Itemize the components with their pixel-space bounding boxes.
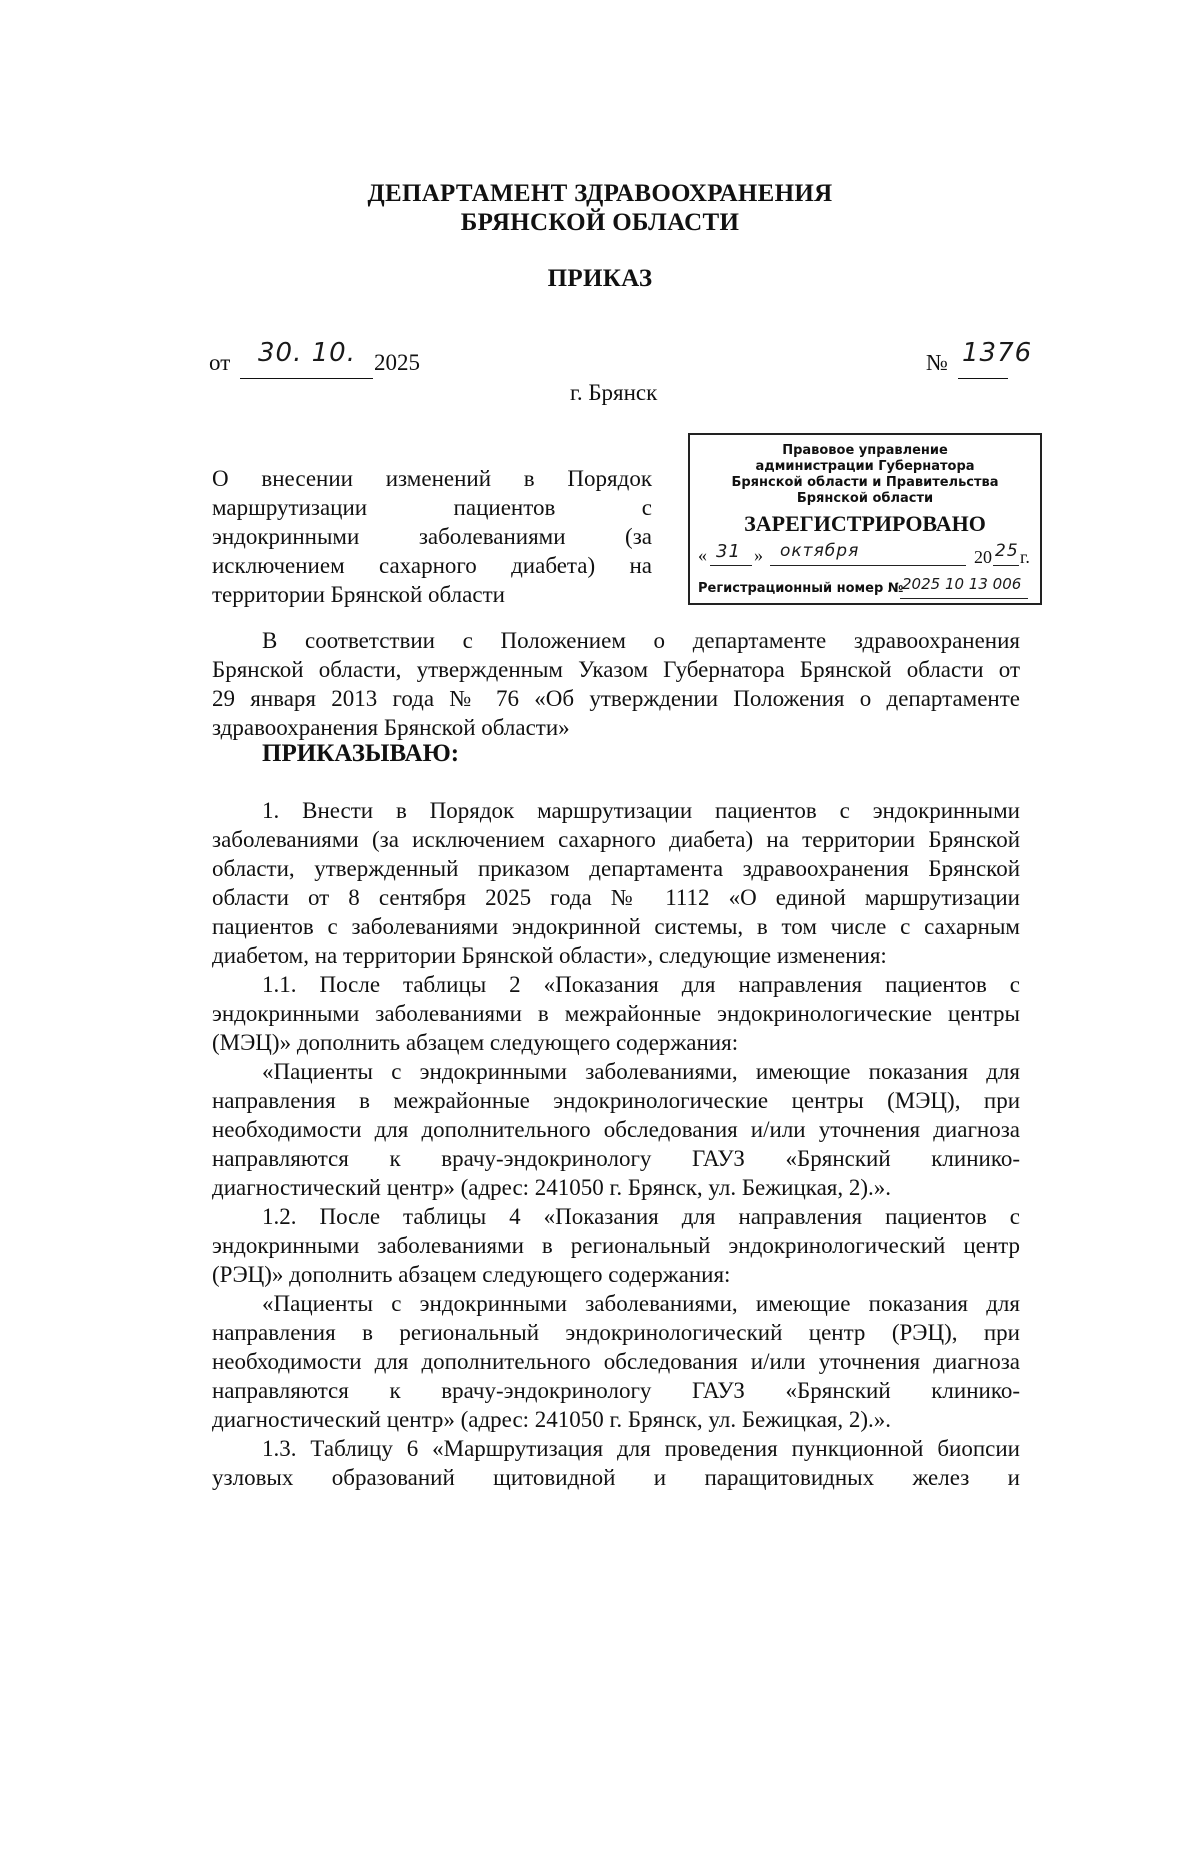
item-1-3-line: узловых образований щитовидной и паращитовидных желез и (212, 1465, 1020, 1490)
stamp-org-line: Брянской области (796, 491, 934, 506)
item-1-2-line: (РЭЦ)» дополнить абзацем следующего содержания: (212, 1262, 731, 1287)
number-underline (958, 378, 1008, 379)
city: г. Брянск (570, 380, 658, 405)
quote-2-line: направляются к врачу-эндокринологу ГАУЗ «Брянский клинико- (212, 1378, 1020, 1403)
subject-line: территории Брянской области (212, 582, 505, 607)
handwritten-order-number: 1376 (962, 338, 1033, 368)
preamble-line: здравоохранения Брянской области» (212, 715, 570, 740)
date-from-label: от (209, 350, 231, 375)
quote-2-line: диагностический центр» (адрес: 241050 г. Брянск, ул. Бежицкая, 2).». (212, 1407, 892, 1432)
preamble-line: В соответствии с Положением о департаменте здравоохранения (262, 628, 1020, 653)
stamp-reg-label: Регистрационный номер № (698, 581, 904, 596)
quote-1-line: необходимости для дополнительного обследования и/или уточнения диагноза (212, 1117, 1020, 1142)
stamp-handwritten-month: октября (780, 541, 860, 561)
stamp-org-line: администрации Губернатора (755, 459, 975, 474)
quote-2-line: необходимости для дополнительного обследования и/или уточнения диагноза (212, 1349, 1020, 1374)
preamble-line: Брянской области, утвержденным Указом Губернатора Брянской области от (212, 657, 1020, 682)
stamp-year-suffix: г. (1020, 547, 1030, 567)
quote-1-line: диагностический центр» (адрес: 241050 г. Брянск, ул. Бежицкая, 2).». (212, 1175, 892, 1200)
stamp-year-underline (993, 565, 1019, 566)
order-year: 2025 (374, 350, 420, 375)
stamp-day-underline (710, 565, 752, 566)
subject-line: маршрутизации пациентов с (212, 495, 652, 520)
subject-line: О внесении изменений в Порядок (212, 466, 652, 491)
item-1-line: 1. Внести в Порядок маршрутизации пациентов с эндокринными (262, 798, 1020, 823)
item-1-line: заболеваниями (за исключением сахарного диабета) на территории Брянской (212, 827, 1020, 852)
stamp-reg-underline (900, 598, 1028, 599)
item-1-line: области от 8 сентября 2025 года № 1112 «О единой маршрутизации (212, 885, 1020, 910)
quote-2-line: «Пациенты с эндокринными заболеваниями, имеющие показания для (262, 1291, 1020, 1316)
subject-line: исключением сахарного диабета) на (212, 553, 652, 578)
department-title-line1: ДЕПАРТАМЕНТ ЗДРАВООХРАНЕНИЯ (367, 180, 833, 207)
registration-stamp (688, 433, 1042, 605)
preamble (212, 626, 1020, 742)
order-word: ПРИКАЗЫВАЮ: (262, 740, 460, 767)
item-1-1-line: (МЭЦ)» дополнить абзацем следующего содержания: (212, 1030, 739, 1055)
quote-2-line: направления в региональный эндокринологический центр (РЭЦ), при (212, 1320, 1020, 1345)
stamp-org-line: Брянской области и Правительства (731, 475, 999, 490)
quote-1-line: направления в межрайонные эндокринологические центры (МЭЦ), при (212, 1088, 1020, 1113)
stamp-date-open-quote: « (698, 545, 707, 565)
document-type-title: ПРИКАЗ (547, 265, 653, 292)
subject-line: эндокринными заболеваниями (за (212, 524, 652, 549)
stamp-date-close-quote: » (754, 545, 763, 565)
quote-1-line: «Пациенты с эндокринными заболеваниями, имеющие показания для (262, 1059, 1020, 1084)
preamble-line: 29 января 2013 года № 76 «Об утверждении Положения о департаменте (212, 686, 1020, 711)
quote-1-line: направляются к врачу-эндокринологу ГАУЗ «Брянский клинико- (212, 1146, 1020, 1171)
item-1-3-line: 1.3. Таблицу 6 «Маршрутизация для проведения пункционной биопсии (262, 1436, 1020, 1461)
stamp-handwritten-year: 25 (995, 541, 1019, 561)
stamp-status: ЗАРЕГИСТРИРОВАНО (744, 511, 986, 536)
item-1-1-line: 1.1. После таблицы 2 «Показания для направления пациентов с (262, 972, 1020, 997)
department-title-line2: БРЯНСКОЙ ОБЛАСТИ (460, 209, 740, 236)
item-1-2-line: эндокринными заболеваниями в региональный эндокринологический центр (212, 1233, 1020, 1258)
item-1 (212, 796, 1020, 1492)
stamp-org-line: Правовое управление (782, 443, 948, 458)
item-1-1-line: эндокринными заболеваниями в межрайонные эндокринологические центры (212, 1001, 1020, 1026)
date-underline (240, 378, 373, 379)
stamp-handwritten-day: 31 (716, 541, 741, 562)
subject-block (212, 464, 652, 609)
stamp-handwritten-reg-number: 2025 10 13 006 (902, 575, 1022, 593)
handwritten-date: 30. 10. (258, 338, 356, 368)
item-1-line: диабетом, на территории Брянской области», следующие изменения: (212, 943, 887, 968)
stamp-year-prefix: 20 (974, 547, 992, 567)
order-number-label: № (926, 350, 948, 375)
stamp-month-underline (770, 565, 966, 566)
item-1-line: пациентов с заболеваниями эндокринной системы, в том числе с сахарным (212, 914, 1020, 939)
item-1-line: области, утвержденный приказом департамента здравоохранения Брянской (212, 856, 1020, 881)
item-1-2-line: 1.2. После таблицы 4 «Показания для направления пациентов с (262, 1204, 1020, 1229)
